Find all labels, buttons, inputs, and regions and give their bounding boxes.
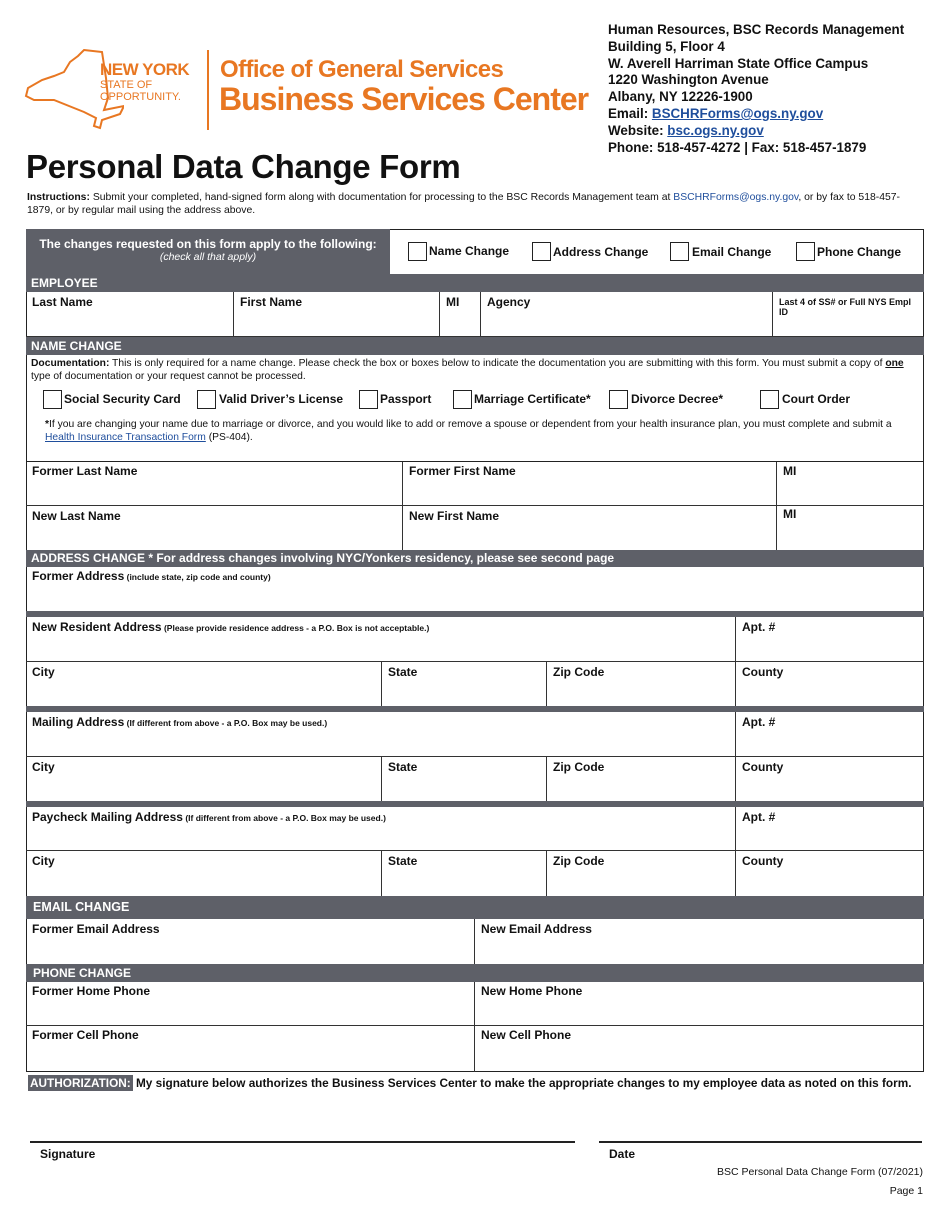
new-cell-phone-field[interactable] (474, 1026, 924, 1072)
address-change-heading: ADDRESS CHANGE * For address changes involving NYC/Yonkers residency, please see second page (26, 550, 924, 567)
new-mi-label: MI (783, 507, 797, 521)
website-label: Website: (608, 122, 668, 138)
agency-field[interactable] (480, 292, 772, 337)
resident-address-label: New Resident Address (32, 620, 162, 634)
applies-sub: (check all that apply) (159, 251, 257, 263)
documentation-text: This is only required for a name change. Please check the box or boxes below to indicate the documentation you are submitting with this form. You must submit a copy of (109, 358, 886, 369)
new-email-field[interactable] (474, 919, 924, 964)
court-order-label: Court Order (782, 392, 851, 406)
phone-fax: Phone: 518-457-4272 | Fax: 518-457-1879 (608, 139, 867, 155)
passport-label: Passport (380, 392, 432, 406)
ss-card-checkbox[interactable] (43, 390, 62, 409)
mi-label: MI (446, 295, 460, 309)
signature-label: Signature (40, 1147, 96, 1161)
resident-city-label: City (32, 665, 55, 679)
email-label: Email: (608, 105, 652, 121)
website-link[interactable]: bsc.ogs.ny.gov (667, 122, 764, 138)
logo-line2: STATE OF (100, 79, 153, 91)
agency-label: Agency (487, 295, 531, 309)
new-first-name-label: New First Name (409, 509, 500, 523)
date-line[interactable] (599, 1141, 922, 1143)
former-email-field[interactable] (26, 919, 474, 964)
drivers-license-label: Valid Driver’s License (219, 392, 344, 406)
former-mi-field[interactable] (776, 462, 924, 506)
ssn-field[interactable] (772, 292, 924, 337)
nys-logo (24, 48, 204, 132)
mi-field[interactable] (439, 292, 480, 337)
new-email-label: New Email Address (481, 922, 592, 936)
paycheck-address-field[interactable] (26, 807, 735, 851)
divorce-decree-label: Divorce Decree* (631, 392, 724, 406)
authorization-text: My signature below authorizes the Business Services Center to make the appropriate changes to my employee data as noted on this form. (132, 1076, 912, 1090)
divorce-decree-checkbox[interactable] (609, 390, 628, 409)
mailing-state-field[interactable] (381, 757, 546, 801)
former-email-label: Former Email Address (32, 922, 160, 936)
health-note (45, 418, 905, 444)
first-name-field[interactable] (233, 292, 439, 337)
resident-county-field[interactable] (735, 662, 924, 706)
drivers-license-checkbox[interactable] (197, 390, 216, 409)
name-change-label: Name Change (429, 244, 510, 258)
former-mi-label: MI (783, 464, 797, 478)
paycheck-zip-label: Zip Code (553, 854, 605, 868)
authorization-label: AUTHORIZATION: (30, 1076, 131, 1090)
resident-state-field[interactable] (381, 662, 546, 706)
paycheck-zip-field[interactable] (546, 851, 735, 896)
new-home-phone-field[interactable] (474, 982, 924, 1026)
mailing-city-label: City (32, 760, 55, 774)
passport-checkbox[interactable] (359, 390, 378, 409)
documentation-one: one (885, 358, 904, 369)
former-first-name-label: Former First Name (409, 464, 516, 478)
mailing-city-field[interactable] (26, 757, 381, 801)
instructions-text-end: , or by fax to 518-457-1879, or by regular mail using the address above. (27, 192, 901, 216)
resident-address-field[interactable] (26, 617, 735, 662)
paycheck-state-field[interactable] (381, 851, 546, 896)
email-change-checkbox[interactable] (670, 242, 689, 261)
last-name-field[interactable] (26, 292, 233, 337)
phone-change-checkbox[interactable] (796, 242, 815, 261)
former-cell-phone-label: Former Cell Phone (32, 1028, 139, 1042)
paycheck-city-label: City (32, 854, 55, 868)
paycheck-state-label: State (388, 854, 418, 868)
email-change-label: Email Change (692, 245, 772, 259)
new-first-name-field[interactable] (402, 506, 776, 550)
ss-card-label: Social Security Card (64, 392, 181, 406)
paycheck-address-label: Paycheck Mailing Address (32, 810, 183, 824)
mailing-zip-field[interactable] (546, 757, 735, 801)
documentation-label: Documentation: (31, 358, 110, 369)
former-address-field[interactable] (26, 567, 924, 611)
paycheck-county-label: County (742, 854, 784, 868)
paycheck-apt-label: Apt. # (742, 810, 776, 824)
signature-line[interactable] (30, 1141, 575, 1143)
former-last-name-label: Former Last Name (32, 464, 138, 478)
health-form-link[interactable]: Health Insurance Transaction Form (45, 432, 206, 443)
mailing-zip-label: Zip Code (553, 760, 605, 774)
documentation-text-end: type of documentation or your request cannot be processed. (31, 371, 306, 382)
form-id: BSC Personal Data Change Form (07/2021) (716, 1166, 923, 1178)
mailing-address-field[interactable] (26, 712, 735, 757)
new-home-phone-label: New Home Phone (481, 984, 583, 998)
contact-line5: Albany, NY 12226-1900 (608, 89, 753, 105)
instructions-label: Instructions: (27, 192, 90, 203)
paycheck-county-field[interactable] (735, 851, 924, 896)
court-order-checkbox[interactable] (760, 390, 779, 409)
office-name: Office of General Services (220, 56, 504, 83)
mailing-county-field[interactable] (735, 757, 924, 801)
former-address-note: (include state, zip code and county) (124, 572, 271, 582)
authorization-statement (28, 1076, 912, 1090)
mailing-county-label: County (742, 760, 784, 774)
resident-zip-field[interactable] (546, 662, 735, 706)
resident-apt-label: Apt. # (742, 620, 776, 634)
logo-divider (207, 50, 209, 130)
health-note-text: If you are changing your name due to marriage or divorce, and you would like to add or remove a spouse or dependent from your health insurance plan, you must complete and submit a (49, 419, 892, 430)
address-change-checkbox[interactable] (532, 242, 551, 261)
applies-box (26, 229, 390, 274)
contact-line4: 1220 Washington Avenue (608, 72, 769, 88)
paycheck-apt-field[interactable] (735, 807, 924, 851)
resident-state-label: State (388, 665, 418, 679)
note-star: * (45, 419, 50, 430)
phone-change-label: Phone Change (817, 245, 902, 259)
resident-city-field[interactable] (26, 662, 381, 706)
former-home-phone-label: Former Home Phone (32, 984, 151, 998)
former-first-name-field[interactable] (402, 462, 776, 506)
contact-block (608, 22, 904, 156)
health-note-end: (PS-404). (205, 432, 253, 443)
new-cell-phone-label: New Cell Phone (481, 1028, 572, 1042)
name-change-checkbox[interactable] (408, 242, 427, 261)
new-last-name-label: New Last Name (32, 509, 121, 523)
new-last-name-field[interactable] (26, 506, 402, 550)
logo-line1: NEW YORK (100, 60, 190, 79)
marriage-cert-label: Marriage Certificate* (474, 392, 591, 406)
former-cell-phone-field[interactable] (26, 1026, 474, 1072)
instructions (27, 191, 907, 217)
instructions-email-link[interactable]: BSCHRForms@ogs.ny.gov (673, 192, 799, 203)
page-number: Page 1 (889, 1185, 923, 1197)
name-change-heading: NAME CHANGE (26, 337, 924, 355)
marriage-cert-checkbox[interactable] (453, 390, 472, 409)
new-mi-field[interactable] (776, 506, 924, 550)
resident-zip-label: Zip Code (553, 665, 605, 679)
former-home-phone-field[interactable] (26, 982, 474, 1026)
former-address-label: Former Address (32, 569, 125, 583)
last-name-label: Last Name (32, 295, 93, 309)
mailing-state-label: State (388, 760, 418, 774)
mailing-apt-field[interactable] (735, 712, 924, 757)
paycheck-address-note: (If different from above - a P.O. Box may be used.) (182, 813, 386, 823)
page-title: Personal Data Change Form (26, 148, 461, 185)
mailing-address-label: Mailing Address (32, 715, 125, 729)
contact-line1: Human Resources, BSC Records Management (608, 22, 905, 37)
former-last-name-field[interactable] (26, 462, 402, 506)
contact-line3: W. Averell Harriman State Office Campus (608, 55, 869, 71)
mailing-address-note: (If different from above - a P.O. Box may be used.) (124, 718, 328, 728)
resident-county-label: County (742, 665, 784, 679)
ssn-label: Last 4 of SS# or Full NYS Empl ID (779, 297, 912, 317)
mailing-apt-label: Apt. # (742, 715, 776, 729)
employee-heading: EMPLOYEE (26, 274, 924, 292)
instructions-text: Submit your completed, hand-signed form along with documentation for processing to the BSC Records Management team at (89, 192, 674, 203)
date-label: Date (609, 1147, 636, 1161)
resident-apt-field[interactable] (735, 617, 924, 662)
paycheck-city-field[interactable] (26, 851, 381, 896)
applies-text: The changes requested on this form apply to the following: (39, 237, 377, 251)
email-change-heading: EMAIL CHANGE (26, 896, 924, 919)
center-name: Business Services Center (219, 81, 589, 117)
phone-change-heading: PHONE CHANGE (26, 964, 924, 982)
address-change-label: Address Change (553, 245, 649, 259)
contact-line2: Building 5, Floor 4 (608, 38, 725, 54)
first-name-label: First Name (240, 295, 303, 309)
email-link[interactable]: BSCHRForms@ogs.ny.gov (651, 105, 824, 121)
resident-address-note: (Please provide residence address - a P.O. Box is not acceptable.) (161, 623, 430, 633)
logo-line3: OPPORTUNITY. (100, 91, 181, 103)
documentation-note (31, 357, 919, 383)
